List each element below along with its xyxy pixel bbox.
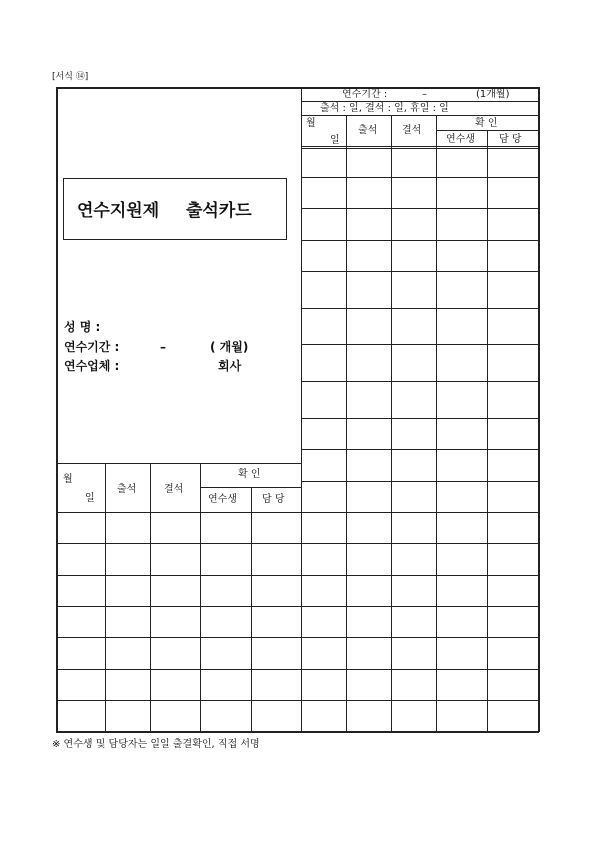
period-dash: – [160, 340, 166, 354]
lt-col-month: 월 [63, 474, 73, 485]
rt-row-line [301, 308, 539, 309]
lt-vline-4 [251, 487, 252, 732]
period-months: ( 개월) [210, 340, 249, 354]
lt-col-day: 일 [85, 493, 95, 504]
rh-line-1 [301, 101, 539, 102]
rt-col-month: 월 [306, 118, 316, 129]
footnote: ※ 연수생 및 담당자는 일일 출결확인, 직접 서명 [52, 739, 260, 750]
rt-row-line [301, 637, 539, 638]
rt-row-line [301, 177, 539, 178]
rh-period-label: 연수기간 : [342, 89, 388, 100]
frame-top [56, 87, 539, 89]
form-tag: [서식 ⑭] [52, 72, 89, 82]
rt-col-present: 출석 [358, 125, 378, 136]
frame-bottom [56, 731, 539, 733]
left-right-divider [301, 87, 302, 732]
rt-header-bottom [301, 146, 539, 147]
lt-col-present: 출석 [117, 484, 137, 495]
lt-col-manager: 담 당 [262, 494, 285, 505]
lt-row-line [56, 606, 302, 607]
rt-col-trainee: 연수생 [446, 134, 475, 145]
rt-row-line [301, 481, 539, 482]
rt-col-absent: 결석 [402, 125, 422, 136]
rt-vline-4 [487, 130, 488, 732]
rt-row-line [301, 240, 539, 241]
rh-period-dash: – [422, 89, 427, 100]
rt-row-line [301, 418, 539, 419]
lt-row-line [56, 543, 302, 544]
rt-row-line [301, 381, 539, 382]
title-part2: 출석카드 [186, 201, 252, 221]
name-label: 성 명 : [64, 320, 101, 334]
lt-col-confirm: 확 인 [238, 469, 261, 480]
lt-row-line [56, 637, 302, 638]
rt-row-line [301, 344, 539, 345]
rt-row-line [301, 700, 539, 701]
rt-row-line [301, 606, 539, 607]
rt-header-bottom2 [301, 148, 539, 149]
rt-col-day: 일 [330, 135, 340, 146]
rt-row-line [301, 512, 539, 513]
lt-row-line [56, 700, 302, 701]
rt-row-line [301, 271, 539, 272]
rt-row-line [301, 669, 539, 670]
lt-vline-1 [105, 463, 106, 732]
lt-row-line [56, 575, 302, 576]
title-part1: 연수지원제 [77, 201, 160, 221]
rh-summary: 출석 : 일, 결석 : 일, 휴일 : 일 [320, 103, 449, 114]
lt-vline-2 [150, 463, 151, 732]
company-label: 연수업체 : [64, 359, 120, 373]
rt-col-manager: 담 당 [499, 134, 522, 145]
lt-vline-3 [200, 463, 201, 732]
rh-line-2 [301, 115, 539, 116]
rt-row-line [301, 543, 539, 544]
frame-right [538, 87, 540, 732]
rh-months: (1개월) [476, 89, 510, 100]
frame-left [56, 87, 58, 732]
rt-row-line [301, 449, 539, 450]
rt-col-confirm: 확 인 [475, 118, 498, 129]
lt-col-trainee: 연수생 [208, 494, 237, 505]
rt-row-line [301, 208, 539, 209]
period-label: 연수기간 : [64, 340, 120, 354]
company-suffix: 회사 [218, 359, 242, 373]
lt-top [56, 463, 302, 464]
rt-row-line [301, 575, 539, 576]
lt-header-bottom [56, 512, 302, 513]
lt-row-line [56, 669, 302, 670]
lt-col-absent: 결석 [164, 484, 184, 495]
